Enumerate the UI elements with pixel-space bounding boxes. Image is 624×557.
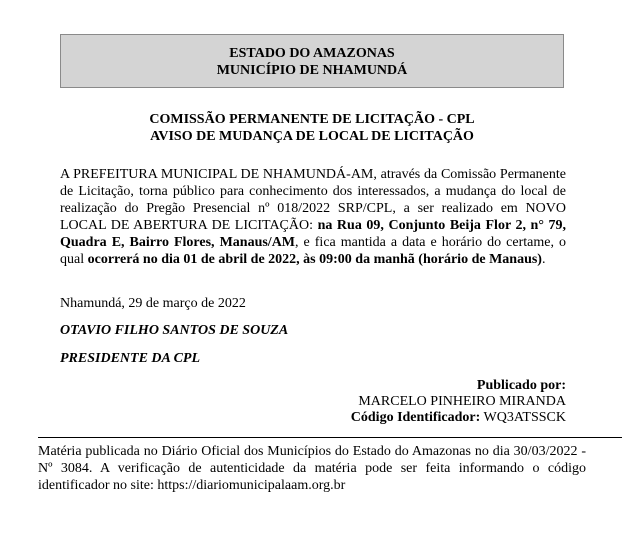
- published-by-label: Publicado por:: [476, 378, 566, 393]
- published-by-block: [351, 378, 566, 426]
- notice-body: [60, 166, 566, 268]
- place-date: Nhamundá, 29 de março de 2022: [60, 296, 246, 311]
- municipality-name: MUNICÍPIO DE NHAMUNDÁ: [216, 63, 408, 78]
- state-name: ESTADO DO AMAZONAS: [229, 46, 395, 61]
- body-end: .: [541, 252, 546, 267]
- footer-note: Matéria publicada no Diário Oficial dos Municípios do Estado do Amazonas no dia 30/03/2022 - Nº 3084. A verificação de autenticidade da matéria pode ser feita informando o código identificador no site: https://diariomunicipalaam.org.br: [38, 444, 586, 493]
- body-intro: A PREFEITURA MUNICIPAL DE NHAMUNDÁ-AM, através da Comissão Permanente de Licitação, torna público para conhecimento dos interessados, a mudança do local de realização do Pregão Presencial nº 018/2022 SRP/CPL, a ser realizado em NOVO LOCAL DE ABERTURA DE LICITAÇÃO:: [60, 167, 566, 233]
- commission-title: COMISSÃO PERMANENTE DE LICITAÇÃO - CPL: [149, 112, 475, 127]
- state-header-box: [60, 34, 564, 88]
- footer-divider: [38, 437, 622, 438]
- signer-role: PRESIDENTE DA CPL: [60, 351, 201, 366]
- body-address: na Rua 09, Conjunto Beija Flor 2, n° 79, Quadra E, Bairro Flores, Manaus/AM: [60, 218, 566, 250]
- body-event-date: ocorrerá no dia 01 de abril de 2022, às 09:00 da manhã (horário de Manaus): [87, 252, 542, 267]
- signer-name: OTAVIO FILHO SANTOS DE SOUZA: [60, 323, 289, 338]
- identifier-code-value: WQ3ATSSCK: [483, 410, 566, 425]
- identifier-code-label: Código Identificador:: [350, 410, 481, 425]
- notice-titles: [60, 111, 564, 145]
- publisher-name: MARCELO PINHEIRO MIRANDA: [358, 394, 566, 409]
- body-middle: , e fica mantida a data e horário do certame, o qual: [60, 235, 566, 267]
- notice-title: AVISO DE MUDANÇA DE LOCAL DE LICITAÇÃO: [150, 129, 474, 144]
